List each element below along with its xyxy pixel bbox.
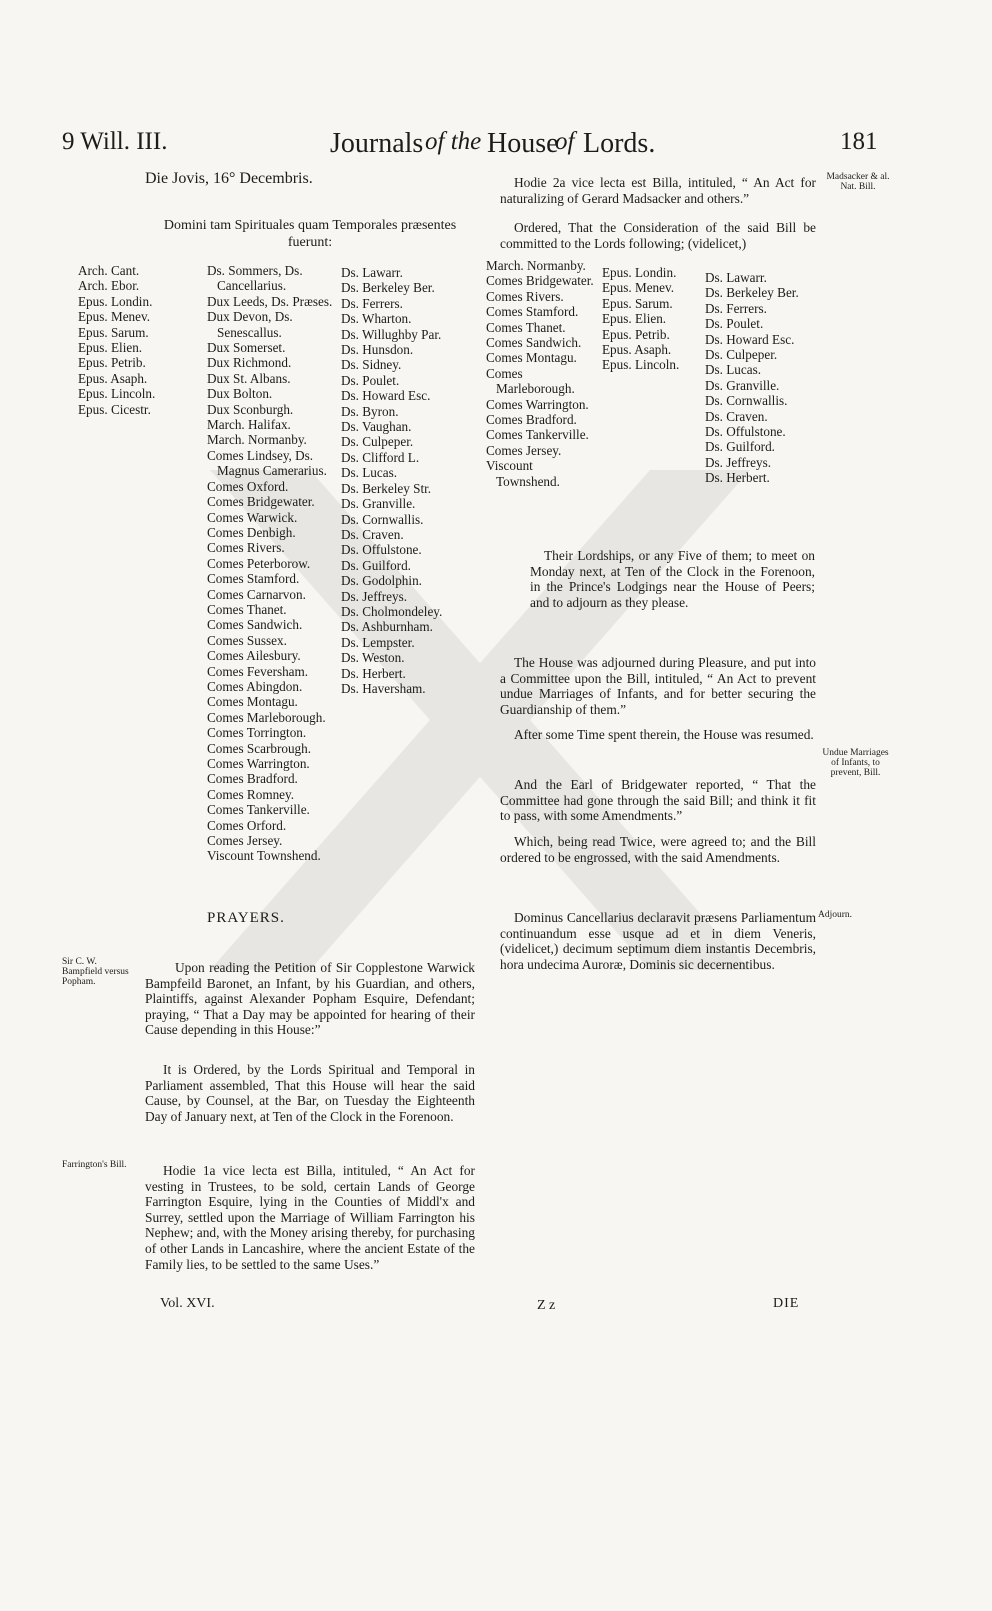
present-member: Comes Warrington. <box>207 756 310 771</box>
present-member: Comes Torrington. <box>207 725 307 741</box>
present-member: Comes Peterborow. <box>207 555 311 571</box>
present-member: Comes Carnarvon. <box>207 586 306 602</box>
present-member: Comes Thanet. <box>207 601 287 617</box>
header-reign: 9 Will. III. <box>62 128 168 155</box>
committee-member: Ds. Berkeley Ber. <box>705 285 799 301</box>
committee-ordered-paragraph: Ordered, That the Consideration of the said Bill be committed to the Lords following; (videlicet,) <box>500 220 816 251</box>
present-member: Ds. Ashburnham. <box>341 619 433 635</box>
present-member: Ds. Ferrers. <box>341 295 403 311</box>
committee-member: Ds. Poulet. <box>705 316 764 332</box>
present-col-barons <box>341 265 451 696</box>
committee-member: Epus. Menev. <box>602 280 675 296</box>
margin-note-bampfield: Sir C. W. Bampfield versus Popham. <box>62 957 129 987</box>
present-member: Ds. Offulstone. <box>341 542 422 558</box>
present-member: Comes Stamford. <box>207 571 300 587</box>
present-member: Comes Denbigh. <box>207 524 296 540</box>
cancellarius-paragraph: Dominus Cancellarius declaravit præsens Parliamentum continuandum esse usque ad et in diem Veneris, (videlicet,) decimum septimum diem instantis Decembris, hora undecima Auroræ, Dominis sic decernentibus. <box>500 910 816 972</box>
committee-member: Ds. Ferrers. <box>705 300 767 316</box>
committee-member: Ds. Guilford. <box>705 439 775 455</box>
present-member: Ds. Cholmondeley. <box>341 603 443 619</box>
present-member: Ds. Culpeper. <box>341 434 414 450</box>
meeting-paragraph: Their Lordships, or any Five of them; to meet on Monday next, at Ten of the Clock in the Forenoon, in the Prince's Lodgings near the House of Peers; and to adjourn as they please. <box>530 548 815 610</box>
present-member: Comes Lindsey, Ds. Magnus Camerarius. <box>207 447 327 479</box>
present-member: Ds. Wharton. <box>341 311 412 327</box>
present-member: Ds. Vaughan. <box>341 419 412 435</box>
prayers-heading: PRAYERS. <box>207 910 285 926</box>
present-member: Comes Orford. <box>207 817 287 833</box>
present-member: Comes Romney. <box>207 786 295 802</box>
present-member: Comes Sandwich. <box>207 617 303 633</box>
adjourned-paragraph: The House was adjourned during Pleasure, and put into a Committee upon the Bill, intituled, “ An Act to prevent undue Marriages of Infants, and for better securing the Guardianship of them.” <box>500 655 816 717</box>
committee-member: Comes Warrington. <box>486 396 589 412</box>
header-of: of <box>555 128 575 155</box>
present-member: Comes Sussex. <box>207 632 287 648</box>
committee-member: Ds. Howard Esc. <box>705 331 795 347</box>
present-member: Dux Somerset. <box>207 340 286 356</box>
committee-member: Ds. Jeffreys. <box>705 454 772 470</box>
committee-member: Epus. Lincoln. <box>602 357 680 373</box>
header-lords: Lords. <box>583 128 656 159</box>
resumed-paragraph: After some Time spent therein, the House was resumed. <box>514 727 814 742</box>
present-member: Epus. Menev. <box>78 309 151 325</box>
present-member: Ds. Weston. <box>341 650 405 666</box>
present-member: Ds. Craven. <box>341 526 404 542</box>
committee-member: Ds. Craven. <box>705 408 768 424</box>
present-member: Epus. Petrib. <box>78 355 146 371</box>
present-member: Comes Bridgewater. <box>207 494 315 510</box>
committee-member: Comes Sandwich. <box>486 335 582 351</box>
present-member: Dux Richmond. <box>207 355 292 371</box>
present-member: Ds. Lucas. <box>341 465 398 481</box>
present-col-bishops <box>78 263 198 417</box>
footer-signature: Z z <box>537 1298 556 1313</box>
present-member: Epus. Londin. <box>78 293 153 309</box>
margin-note-madsacker: Madsacker & al. Nat. Bill. <box>826 172 890 192</box>
date-heading: Die Jovis, 16° Decembris. <box>145 170 313 187</box>
reported-paragraph: And the Earl of Bridgewater reported, “ That the Committee had gone through the said Bill; and think it fit to pass, with some Amendments.” <box>500 777 816 824</box>
present-col-peers <box>207 263 339 864</box>
present-member: Epus. Elien. <box>78 340 143 356</box>
farrington-bill-paragraph: Hodie 1a vice lecta est Billa, intituled, “ An Act for vesting in Trustees, to be sold, certain Lands of George Farrington Esquire, lying in the Counties of Middl'x and Surrey, settled upon the Marriage of William Farrington his Nephew; and, with the Money arising thereby, for purchasing of other Lands in Lancashire, where the ancient Estate of the Family lies, to be settled to the same Uses.” <box>145 1163 475 1272</box>
committee-member: Viscount Townshend. <box>486 458 560 489</box>
margin-note-farrington: Farrington's Bill. <box>62 1160 127 1170</box>
present-member: Comes Feversham. <box>207 663 309 679</box>
present-member: Dux Devon, Ds. Senescallus. <box>207 309 293 340</box>
present-member: Ds. Godolphin. <box>341 573 422 589</box>
present-member: Comes Jersey. <box>207 833 283 849</box>
committee-col-barons <box>705 270 815 486</box>
present-member: Ds. Sidney. <box>341 357 402 373</box>
committee-member: March. Normanby. <box>486 258 586 273</box>
present-member: Dux Sconburgh. <box>207 401 294 417</box>
ordered-paragraph: It is Ordered, by the Lords Spiritual and Temporal in Parliament assembled, That this House will hear the said Cause, by Counsel, at the Bar, on Tuesday the Eighteenth Day of January next, at Ten of the Clock in the Forenoon. <box>145 1062 475 1124</box>
present-member: Ds. Lawarr. <box>341 265 403 280</box>
committee-member: Comes Bradford. <box>486 412 577 428</box>
present-heading: Domini tam Spirituales quam Temporales præsentes fuerunt: <box>163 218 457 250</box>
present-member: Ds. Herbert. <box>341 665 406 681</box>
present-member: Comes Rivers. <box>207 540 285 556</box>
committee-member: Comes Stamford. <box>486 304 579 320</box>
present-member: Ds. Hunsdon. <box>341 342 414 358</box>
present-member: Comes Abingdon. <box>207 678 303 694</box>
header-journals: Journals <box>330 128 424 159</box>
committee-member: Epus. Asaph. <box>602 342 672 358</box>
committee-member: Comes Jersey. <box>486 442 562 458</box>
committee-col-bishops <box>602 265 702 373</box>
present-member: Comes Montagu. <box>207 694 298 710</box>
footer-catchword: DIE <box>773 1296 800 1311</box>
committee-member: Epus. Elien. <box>602 311 667 327</box>
committee-member: Ds. Lucas. <box>705 362 762 378</box>
committee-member: Ds. Lawarr. <box>705 270 767 285</box>
present-member: Comes Tankerville. <box>207 802 310 818</box>
present-member: Ds. Jeffreys. <box>341 588 408 604</box>
committee-member: Comes Rivers. <box>486 288 564 304</box>
committee-member: Ds. Herbert. <box>705 470 770 486</box>
present-member: Ds. Granville. <box>341 496 416 512</box>
present-member: Comes Oxford. <box>207 478 289 494</box>
present-member: Epus. Asaph. <box>78 370 148 386</box>
read-twice-paragraph: Which, being read Twice, were agreed to; and the Bill ordered to be engrossed, with the said Amendments. <box>500 834 816 865</box>
madsacker-bill-paragraph: Hodie 2a vice lecta est Billa, intituled, “ An Act for naturalizing of Gerard Madsacker and others.” <box>500 175 816 206</box>
present-member: Comes Scarbrough. <box>207 740 312 756</box>
committee-member: Ds. Cornwallis. <box>705 393 788 409</box>
committee-member: Epus. Petrib. <box>602 326 670 342</box>
present-member: Ds. Sommers, Ds. Cancellarius. <box>207 263 303 294</box>
present-member: Ds. Cornwallis. <box>341 511 424 527</box>
present-member: March. Normanby. <box>207 432 307 448</box>
present-member: March. Halifax. <box>207 417 291 433</box>
committee-member: Ds. Granville. <box>705 377 780 393</box>
present-member: Ds. Lempster. <box>341 634 415 650</box>
committee-member: Comes Bridgewater. <box>486 273 594 289</box>
petition-paragraph: Upon reading the Petition of Sir Copplestone Warwick Bampfeild Baronet, an Infant, by his Guardian, and others, Plaintiffs, against Alexander Popham Esquire, Defendant; praying, “ That a Day may be appointed for hearing of their Cause depending in this House:” <box>145 960 475 1038</box>
present-member: Epus. Lincoln. <box>78 386 156 402</box>
committee-col-peers <box>486 258 594 489</box>
header-house: House <box>487 128 559 159</box>
present-member: Ds. Berkeley Ber. <box>341 280 435 296</box>
present-member: Dux Bolton. <box>207 386 273 402</box>
margin-note-marriages: Undue Marriages of Infants, to prevent, Bill. <box>822 748 889 778</box>
present-member: Viscount Townshend. <box>207 848 321 864</box>
present-member: Ds. Howard Esc. <box>341 388 431 404</box>
present-member: Dux Leeds, Ds. Præses. <box>207 293 333 309</box>
header-of-the: of the <box>425 128 482 155</box>
committee-member: Comes Marleborough. <box>486 365 575 397</box>
present-member: Comes Marleborough. <box>207 709 326 725</box>
committee-member: Comes Tankerville. <box>486 427 589 443</box>
present-member: Ds. Poulet. <box>341 372 400 388</box>
present-member: Comes Bradford. <box>207 771 298 787</box>
committee-member: Comes Thanet. <box>486 319 566 335</box>
margin-note-adjourn: Adjourn. <box>818 910 853 920</box>
footer-volume: Vol. XVI. <box>160 1296 215 1311</box>
present-member: Ds. Willughby Par. <box>341 326 442 342</box>
committee-member: Epus. Sarum. <box>602 295 673 311</box>
page-number: 181 <box>840 128 878 155</box>
present-member: Arch. Cant. <box>78 263 140 278</box>
present-member: Ds. Clifford L. <box>341 449 420 465</box>
present-member: Arch. Ebor. <box>78 278 140 294</box>
present-member: Comes Ailesbury. <box>207 648 301 664</box>
committee-member: Ds. Culpeper. <box>705 347 778 363</box>
committee-member: Ds. Offulstone. <box>705 424 786 440</box>
committee-member: Comes Montagu. <box>486 350 577 366</box>
present-member: Ds. Berkeley Str. <box>341 480 432 496</box>
present-member: Comes Warwick. <box>207 509 298 525</box>
present-member: Epus. Cicestr. <box>78 401 151 417</box>
committee-member: Epus. Londin. <box>602 265 677 280</box>
present-member: Ds. Byron. <box>341 403 399 419</box>
present-member: Ds. Haversham. <box>341 680 426 696</box>
present-member: Ds. Guilford. <box>341 557 411 573</box>
present-member: Epus. Sarum. <box>78 324 149 340</box>
present-member: Dux St. Albans. <box>207 370 291 386</box>
